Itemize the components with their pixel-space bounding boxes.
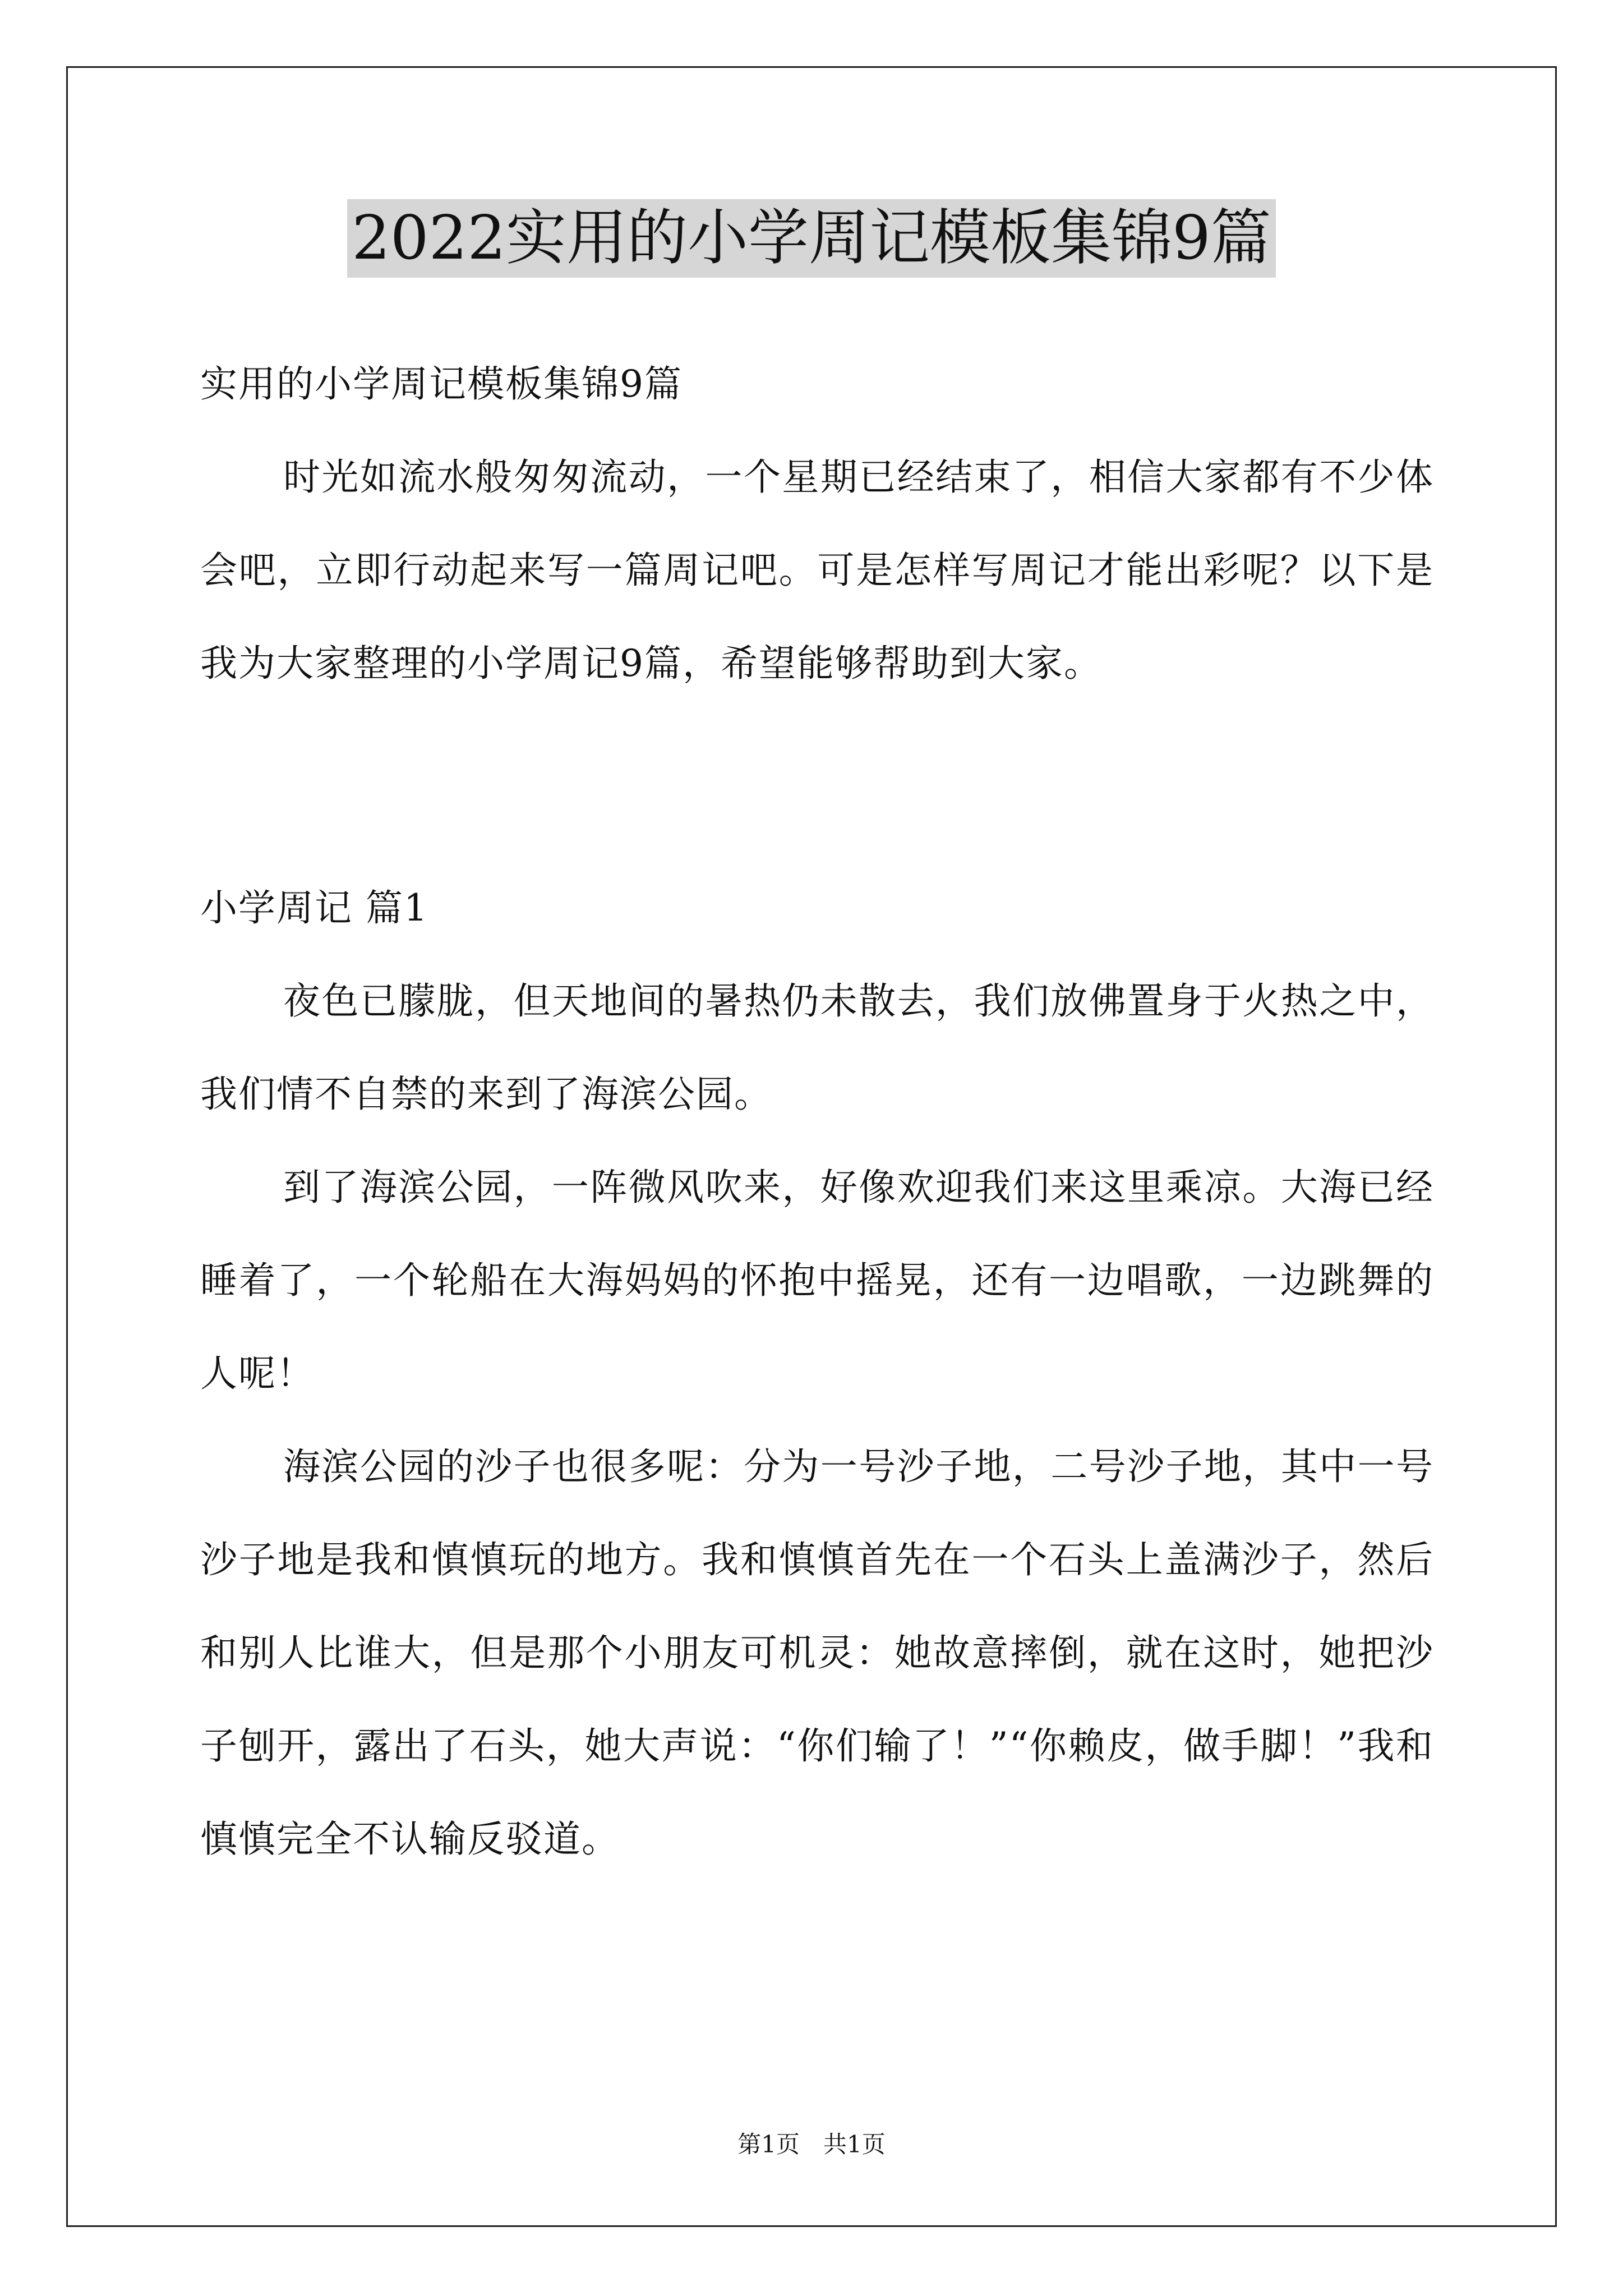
body-paragraph: 到了海滨公园，一阵微风吹来，好像欢迎我们来这里乘凉。大海已经睡着了，一个轮船在大海妈妈的怀抱中摇晃，还有一边唱歌，一边跳舞的人呢！ xyxy=(200,1166,1434,1395)
intro-paragraph: 时光如流水般匆匆流动，一个星期已经结束了，相信大家都有不少体会吧，立即行动起来写一篇周记吧。可是怎样写周记才能出彩呢？以下是我为大家整理的小学周记9篇，希望能够帮助到大家。 xyxy=(200,455,1434,685)
section-heading: 小学周记 篇1 xyxy=(200,886,428,930)
document-title: 2022实用的小学周记模板集锦9篇 xyxy=(347,199,1276,278)
section-block xyxy=(200,862,1434,1886)
subtitle-block xyxy=(200,338,1434,431)
document-subtitle: 实用的小学周记模板集锦9篇 xyxy=(200,362,683,406)
body-paragraph: 夜色已朦胧，但天地间的暑热仍未散去，我们放佛置身于火热之中，我们情不自禁的来到了海滨公园。 xyxy=(200,979,1434,1116)
title-container xyxy=(0,199,1623,278)
intro-block xyxy=(200,431,1434,710)
page-footer xyxy=(0,2129,1623,2160)
page-number: 第1页 共1页 xyxy=(737,2131,886,2158)
body-paragraph: 海滨公园的沙子也很多呢：分为一号沙子地，二号沙子地，其中一号沙子地是我和慎慎玩的地方。我和慎慎首先在一个石头上盖满沙子，然后和别人比谁大，但是那个小朋友可机灵：她故意摔倒，就在这时，她把沙子刨开，露出了石头，她大声说：“你们输了！”“你赖皮，做手脚！”我和慎慎完全不认输反驳道。 xyxy=(200,1445,1434,1861)
